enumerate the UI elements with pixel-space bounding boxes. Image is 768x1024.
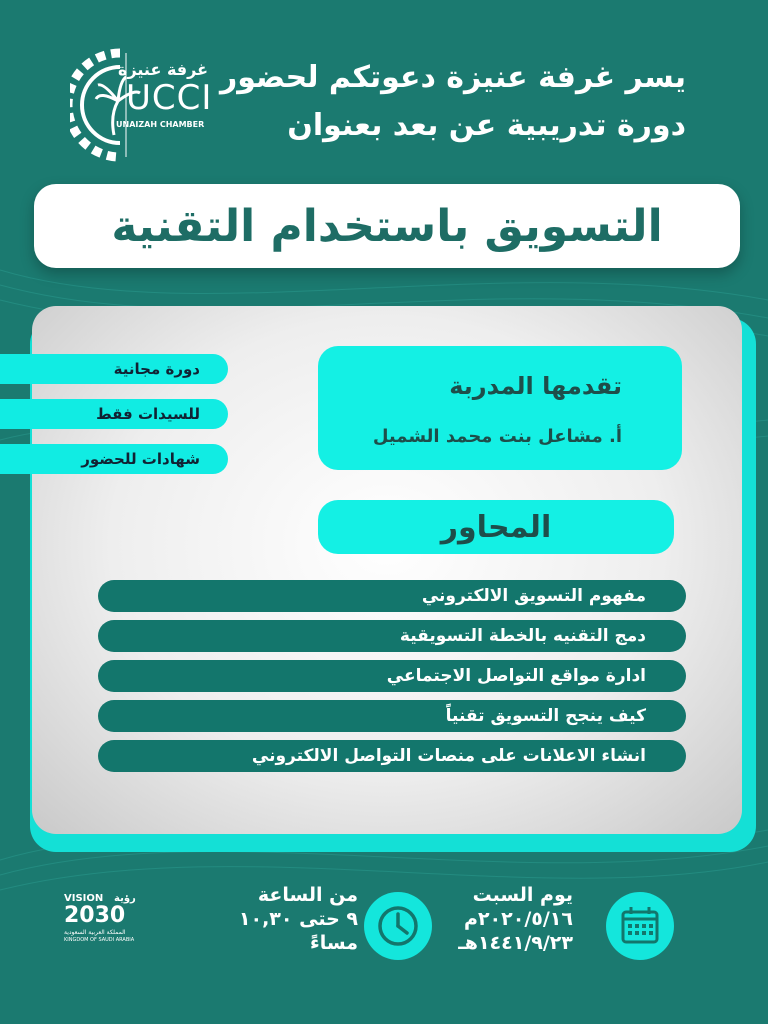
course-title: التسويق باستخدام التقنية — [111, 200, 663, 252]
logo-letters: UCCI — [126, 78, 213, 118]
logo-english-name: UNAIZAH CHAMBER — [116, 120, 205, 129]
vision-2030-emblem-icon — [60, 893, 150, 953]
trainer-box — [318, 346, 682, 470]
time-period: مساءً — [310, 932, 358, 954]
vision-kingdom-en: KINGDOM OF SAUDI ARABIA — [64, 937, 135, 943]
time-range: ٩ حتى ١٠,٣٠ — [238, 908, 358, 930]
date-info — [433, 883, 573, 955]
invitation-text — [216, 54, 686, 150]
trainer-name: أ. مشاعل بنت محمد الشميل — [372, 426, 622, 447]
invitation-line-1: يسر غرفة عنيزة دعوتكم لحضور — [219, 60, 686, 95]
topic-item: كيف ينجح التسويق تقنياً — [98, 700, 686, 732]
date-hijri: ١٤٤١/٩/٢٣هـ — [458, 932, 573, 954]
date-day: يوم السبت — [472, 884, 573, 906]
topic-item: ادارة مواقع التواصل الاجتماعي — [98, 660, 686, 692]
date-gregorian: ٢٠٢٠/٥/١٦م — [464, 908, 573, 930]
vision-arabic: رؤية — [114, 893, 136, 904]
topic-item: دمج التقنيه بالخطة التسويقية — [98, 620, 686, 652]
trainer-role: تقدمها المدربة — [449, 372, 622, 400]
feature-free-course: دورة مجانية — [0, 354, 228, 384]
feature-women-only: للسيدات فقط — [0, 399, 228, 429]
time-info — [238, 883, 358, 955]
clock-icon-circle — [364, 892, 432, 960]
clock-icon — [364, 892, 432, 960]
vision-kingdom-ar: المملكة العربية السعودية — [64, 929, 126, 936]
feature-certificates: شهادات للحضور — [0, 444, 228, 474]
logo-arabic-name: غرفة عنيزة — [118, 60, 209, 79]
topic-item: انشاء الاعلانات على منصات التواصل الالكتروني — [98, 740, 686, 772]
axes-heading-box — [318, 500, 674, 554]
calendar-icon-circle — [606, 892, 674, 960]
axes-heading: المحاور — [440, 509, 552, 545]
invitation-line-2: دورة تدريبية عن بعد بعنوان — [287, 108, 686, 143]
course-title-box — [34, 184, 740, 268]
vision-year: 2030 — [64, 903, 126, 928]
vision-word: VISION — [64, 893, 104, 904]
time-label: من الساعة — [257, 884, 358, 906]
calendar-icon — [606, 892, 674, 960]
topic-item: مفهوم التسويق الالكتروني — [98, 580, 686, 612]
